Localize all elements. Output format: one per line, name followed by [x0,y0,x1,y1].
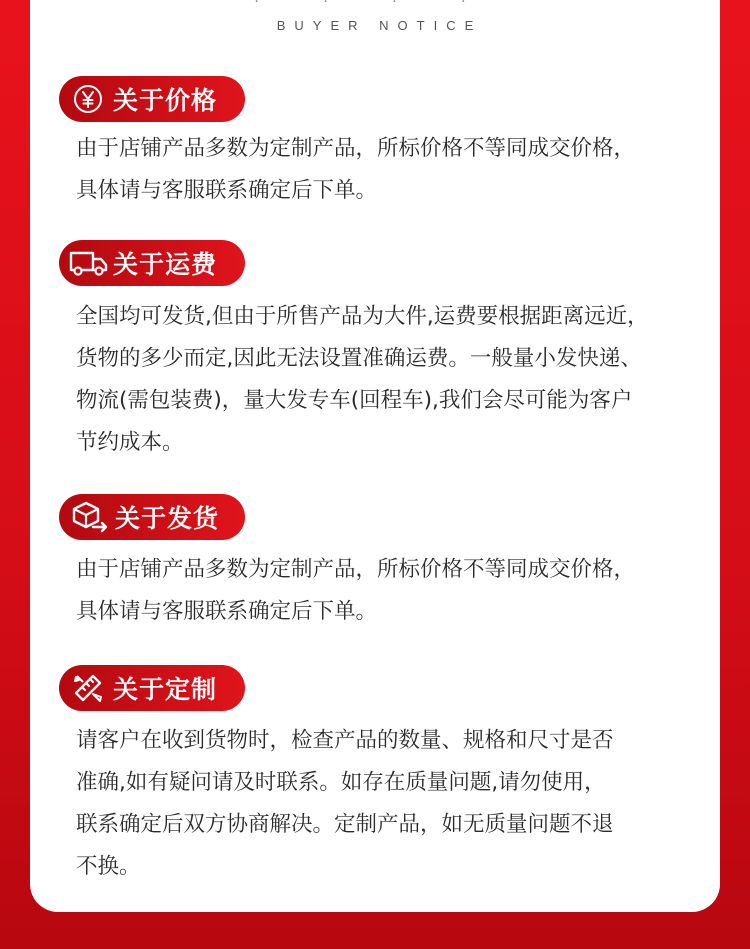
section-header-delivery [59,494,245,540]
section-body-delivery [76,549,716,633]
text-line: 不换。 [76,854,141,879]
text-line: 节约成本。 [76,430,184,455]
text-line: 联系确定后双方协商解决。定制产品，如无质量问题不退 [76,812,614,837]
text-line: 准确,如有疑问请及时联系。如存在质量问题,请勿使用， [76,770,606,795]
text-line: 由于店铺产品多数为定制产品，所标价格不等同成交价格， [76,136,636,161]
text-line: 物流(需包装费)，量大发专车(回程车),我们会尽可能为客户 [76,388,633,413]
section-title: 关于发货 [115,504,220,533]
text-line: 请客户在收到货物时，检查产品的数量、规格和尺寸是否 [76,728,614,753]
section-body-shipping-fee [76,296,736,464]
section-title: 关于运费 [113,250,218,279]
text-line: 由于店铺产品多数为定制产品，所标价格不等同成交价格， [76,557,636,582]
ruler-pencil-icon [71,671,105,705]
package-shipping-icon [71,500,109,534]
section-header-shipping-fee [59,240,245,286]
header-decoration: · · · · [254,0,496,10]
text-line: 具体请与客服联系确定后下单。 [76,599,378,624]
text-line: 具体请与客服联系确定后下单。 [76,178,378,203]
yen-circle-icon [71,82,105,116]
delivery-truck-icon [69,246,109,280]
text-line: 全国均可发货,但由于所售产品为大件,运费要根据距离远近， [76,304,649,329]
section-header-price [59,76,245,122]
text-line: 货物的多少而定,因此无法设置准确运费。一般量小发快递、 [76,346,642,371]
page-subtitle: BUYER NOTICE [276,18,483,33]
section-header-customization [59,665,245,711]
section-title: 关于价格 [113,86,218,115]
section-body-price [76,128,716,212]
section-body-customization [76,720,716,888]
section-title: 关于定制 [113,675,218,704]
